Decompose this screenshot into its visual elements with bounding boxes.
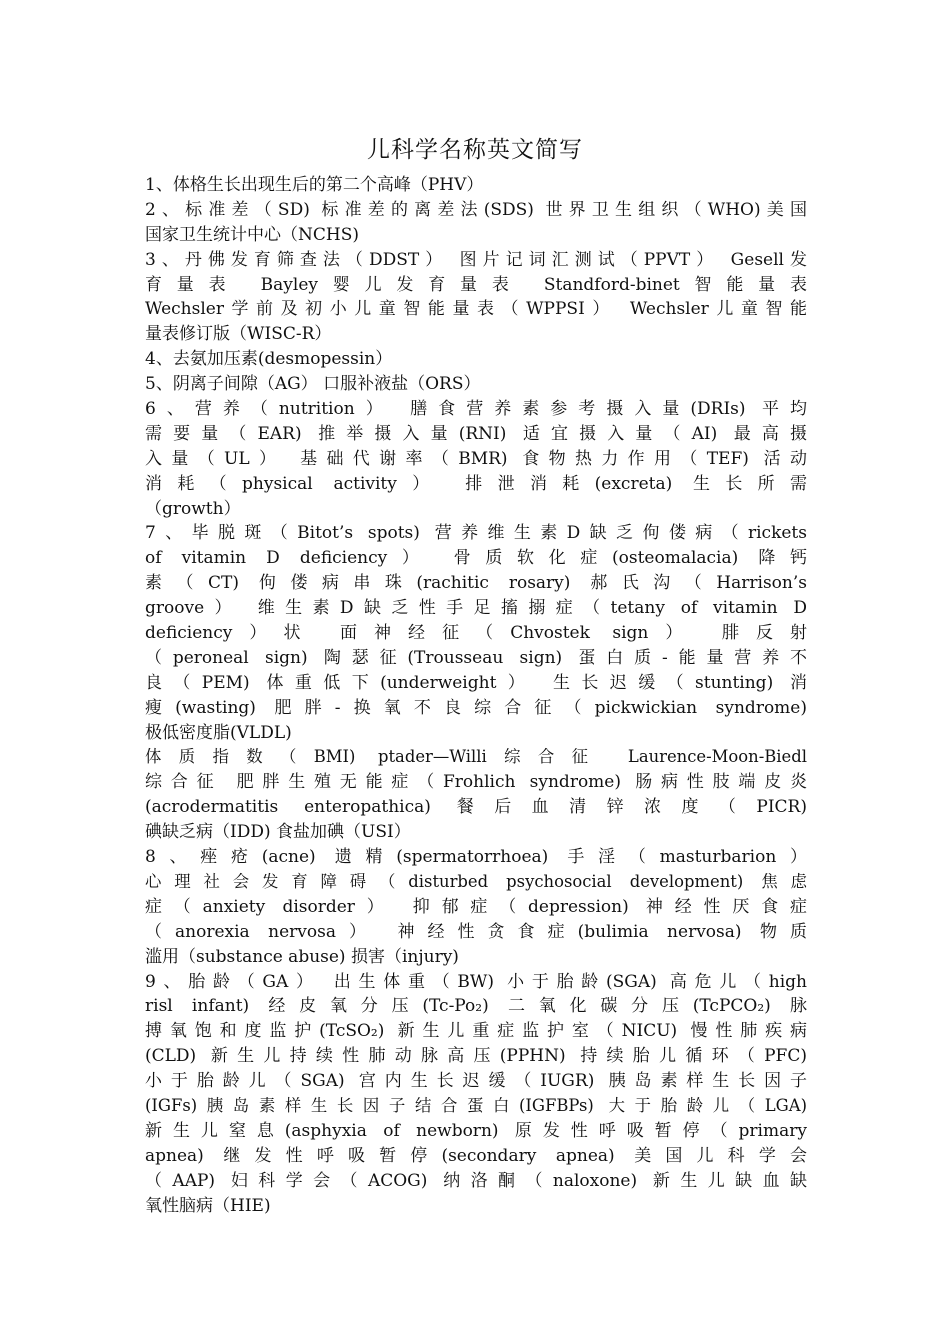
text-line: （growth） (145, 498, 241, 519)
text-line: 3、丹佛发育筛查法（DDST） 图片记词汇测试（PPVT） Gesell发 (145, 249, 807, 270)
text-line: 8、痤疮(acne) 遗精(spermatorrhoea) 手淫（masturbarion） (145, 847, 807, 868)
text-line: deficiency）状 面神经征（Chvostek sign） 腓反射 (145, 623, 807, 644)
text-line: of vitamin D deficiency） 骨质软化症(osteomalacia) 降钙 (145, 548, 807, 569)
text-line: (acrodermatitis enteropathica) 餐后血清锌浓度（PICR) (145, 797, 807, 818)
text-line: 9、胎龄（GA） 出生体重（BW) 小于胎龄(SGA) 高危儿（high (145, 971, 807, 992)
text-line: 小于胎龄儿（SGA) 宫内生长迟缓（IUGR) 胰岛素样生长因子 (145, 1071, 807, 1092)
document-title: 儿科学名称英文简写 (367, 137, 583, 163)
text-line: 心理社会发育障碍（disturbed psychosocial development) 焦虑 (145, 871, 807, 891)
text-line: 2、标准差（SD) 标准差的离差法(SDS) 世界卫生组织（WHO)美国 (145, 199, 807, 220)
text-line: （AAP) 妇科学会（ACOG) 纳洛酮（naloxone) 新生儿缺血缺 (145, 1170, 807, 1191)
text-line: 瘦(wasting) 肥胖-换氧不良综合征（pickwickian syndrome) (145, 697, 807, 718)
text-line: 1、体格生长出现生后的第二个高峰（PHV） (145, 175, 484, 195)
text-line: 搏氧饱和度监护(TcSO₂) 新生儿重症监护室（NICU) 慢性肺疾病 (145, 1021, 807, 1042)
text-line: 氧性脑病（HIE) (145, 1195, 271, 1216)
text-line: 碘缺乏病（IDD) 食盐加碘（USI） (145, 822, 411, 843)
text-line: 良（PEM) 体重低下(underweight） 生长迟缓（stunting) 消 (145, 672, 807, 693)
text-line: 症（anxiety disorder） 抑郁症（depression) 神经性厌食症 (145, 896, 807, 917)
text-line: 需要量（EAR) 推举摄入量(RNI) 适宜摄入量（AI) 最高摄 (145, 423, 807, 444)
text-line: 育量表 Bayley婴儿发育量表 Standford-binet智能量表 (145, 274, 807, 295)
text-line: 滥用（substance abuse) 损害（injury) (145, 946, 459, 967)
text-line: 入量（UL） 基础代谢率（BMR) 食物热力作用（TEF) 活动 (145, 448, 807, 469)
text-line: (IGFs)胰岛素样生长因子结合蛋白(IGFBPs) 大于胎龄儿（LGA) (145, 1095, 807, 1115)
text-line: 素（CT) 佝偻病串珠(rachitic rosary) 郝氏沟（Harrison’s (145, 573, 807, 594)
text-line: 6、营养（nutrition） 膳食营养素参考摄入量(DRIs) 平均 (145, 399, 807, 420)
text-line: （peroneal sign) 陶瑟征(Trousseau sign) 蛋白质-能量营养不 (145, 647, 807, 668)
text-line: 新生儿窒息(asphyxia of newborn) 原发性呼吸暂停（primary (145, 1120, 807, 1141)
text-line: Wechsler学前及初小儿童智能量表（WPPSI） Wechsler儿童智能 (145, 299, 807, 320)
text-line: 消耗（physical activity） 排泄消耗(excreta) 生长所需 (145, 473, 807, 494)
text-line: 体质指数（BMI) ptader—Willi综合征 Laurence-Moon-Biedl (145, 747, 807, 767)
document-body (145, 173, 807, 1218)
text-line: 5、阴离子间隙（AG） 口服补液盐（ORS） (145, 374, 481, 395)
text-line: risl infant) 经皮氧分压(Tc-Po₂) 二氧化碳分压(TcPCO₂) 脉 (145, 996, 807, 1017)
text-line: 4、去氨加压素(desmopessin） (145, 349, 393, 370)
text-line: 量表修订版（WISC-R） (145, 324, 332, 345)
text-line: 综合征 肥胖生殖无能症（Frohlich syndrome) 肠病性肢端皮炎 (145, 772, 807, 793)
text-line: 7、毕脱斑（Bitot’s spots) 营养维生素D缺乏佝偻病（rickets (145, 523, 807, 544)
text-line: (CLD) 新生儿持续性肺动脉高压(PPHN) 持续胎儿循环（PFC) (145, 1046, 807, 1067)
text-line: groove） 维生素D缺乏性手足搐搦症（tetany of vitamin D (145, 598, 807, 619)
text-line: （anorexia nervosa） 神经性贪食症(bulimia nervosa) 物质 (145, 921, 807, 942)
text-line: apnea) 继发性呼吸暂停(secondary apnea) 美国儿科学会 (145, 1145, 807, 1166)
text-line: 国家卫生统计中心（NCHS) (145, 224, 359, 245)
text-line: 极低密度脂(VLDL) (145, 722, 292, 743)
